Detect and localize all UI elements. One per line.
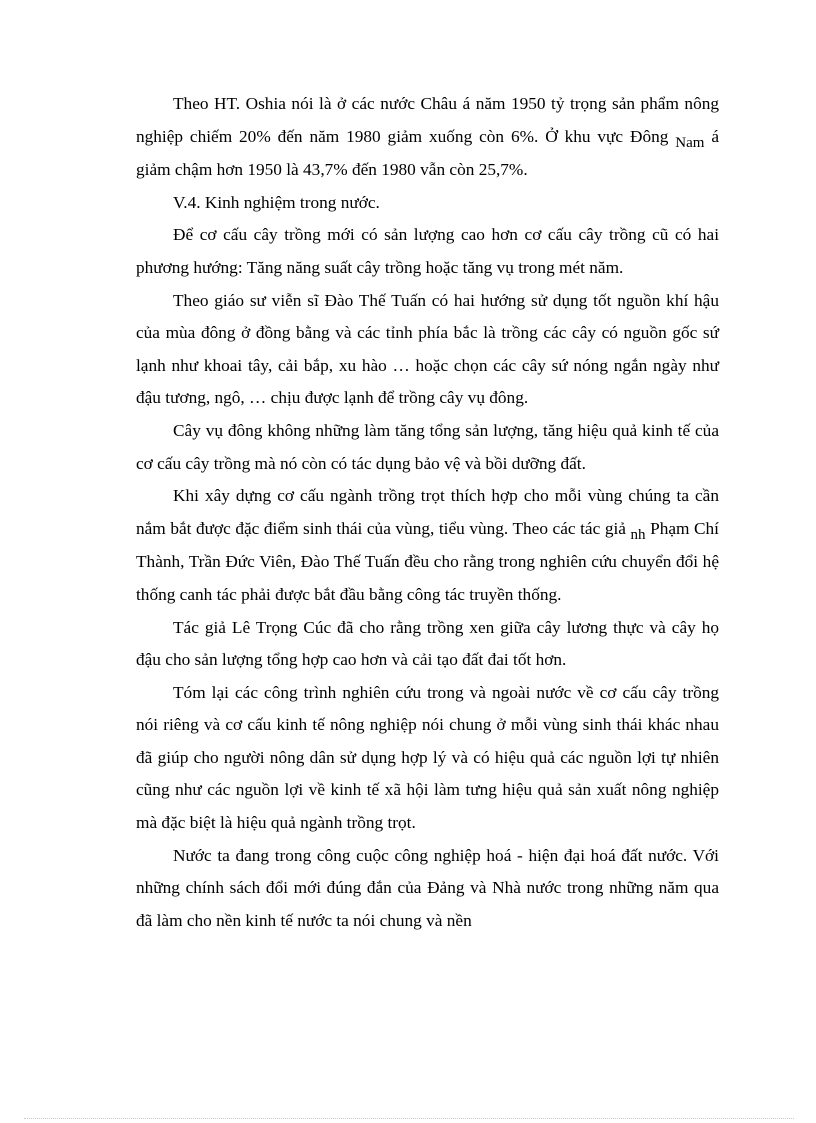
footer-divider xyxy=(24,1118,794,1119)
paragraph-ecology xyxy=(136,480,719,611)
paragraph-ecology-text-end: Phạm Chí Thành, Trần Đức Viên, Đào Thế Tuấn đều cho rằng trong nghiên cứu chuyển đổi hệ thống canh tác phải được bắt đầu bằng công tác truyền thống. xyxy=(136,518,719,604)
document-page xyxy=(136,88,719,937)
paragraph-dao-the-tuan: Theo giáo sư viễn sĩ Đào Thế Tuấn có hai hướng sử dụng tốt nguồn khí hậu của mùa đông ở đồng bằng và các tỉnh phía bắc là trồng các cây có nguồn gốc sứ lạnh như khoai tây, cải bắp, xu hào … hoặc chọn các cây sứ nóng ngắn ngày như đậu tương, ngô, … chịu được lạnh để trồng cây vụ đông. xyxy=(136,290,719,408)
paragraph-oshia-text-start: Theo HT. Oshia nói là ở các nước Châu á năm 1950 tỷ trọng sản phẩm nông nghiệp chiếm 20% đến năm 1980 giảm xuống còn 6%. Ở khu vực Đông xyxy=(136,94,719,146)
paragraph-oshia xyxy=(136,88,719,187)
paragraph-crop-structure: Để cơ cấu cây trồng mới có sản lượng cao hơn cơ cấu cây trồng cũ có hai phương hướng: Tăng năng suất cây trồng hoặc tăng vụ trong mét năm. xyxy=(136,225,719,277)
paragraph-winter-crop: Cây vụ đông không những làm tăng tổng sản lượng, tăng hiệu quả kinh tế của cơ cấu cây trồng mà nó còn có tác dụng bảo vệ và bồi dưỡng đất. xyxy=(136,420,719,473)
paragraph-oshia-text-end: á giảm chậm hơn 1950 là 43,7% đến 1980 vẫn còn 25,7%. xyxy=(136,126,720,180)
section-heading-v4: V.4. Kinh nghiệm trong nước. xyxy=(173,192,380,212)
paragraph-ecology-text-start: Khi xây dựng cơ cấu ngành trồng trọt thích hợp cho mỗi vùng chúng ta cần nắm bắt được đặc điểm sinh thái của vùng, tiểu vùng. Theo các tác giả xyxy=(136,486,719,538)
paragraph-summary: Tóm lại các công trình nghiên cứu trong và ngoài nước về cơ cấu cây trồng nói riêng và cơ cấu kinh tế nông nghiệp nói chung ở mỗi vùng sinh thái khác nhau đã giúp cho người nông dân sử dụng hợp lý và có hiệu quả các nguồn lợi tự nhiên cũng như các nguồn lợi về kinh tế xã hội làm tưng hiệu quả sản xuất nông nghiệp mà đặc biệt là hiệu quả ngành trồng trọt. xyxy=(136,682,719,833)
subscript-nh: nh xyxy=(630,526,646,543)
paragraph-industrialization: Nước ta đang trong công cuộc công nghiệp hoá - hiện đại hoá đất nước. Với những chính sách đổi mới đúng đắn của Đảng và Nhà nước trong những năm qua đã làm cho nền kinh tế nước ta nói chung và nền xyxy=(136,845,719,930)
subscript-nam: Nam xyxy=(675,134,705,151)
paragraph-le-trong-cuc: Tác giả Lê Trọng Cúc đã cho rằng trồng xen giữa cây lương thực và cây họ đậu cho sản lượng tổng hợp cao hơn và cải tạo đất đai tốt hơn. xyxy=(136,617,719,670)
